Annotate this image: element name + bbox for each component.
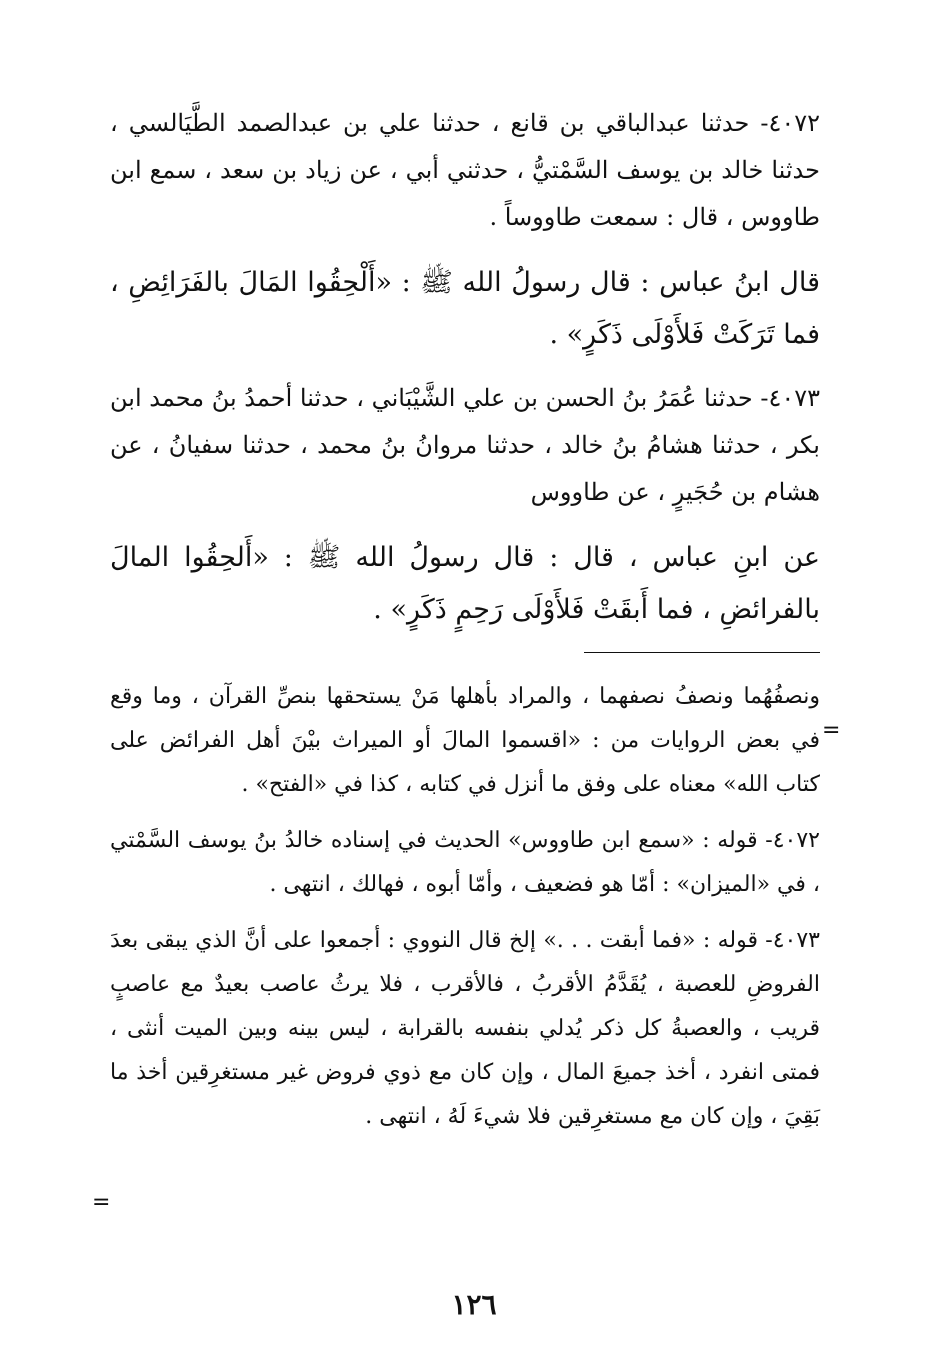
hadith-4072-text: قال ابنُ عباس : قال رسولُ الله ﷺ : «أَلْحِقُوا المَالَ بالفَرَائِضِ ، فما تَرَكَتْ فَلأَوْلَى ذَكَرٍ» . <box>110 267 820 350</box>
footnote-separator <box>584 652 820 653</box>
page-number: ١٢٦ <box>451 1288 497 1321</box>
hadith-4073-isnad: ٤٠٧٣- حدثنا عُمَرُ بنُ الحسن بن علي الشَّيْبَاني ، حدثنا أحمدُ بنُ محمد ابن بكر ، حدثنا هشامُ بنُ خالد ، حدثنا مروانُ بنُ محمد ، حدثنا سفيانُ ، عن هشام بن حُجَيرٍ ، عن طاووس <box>110 384 820 506</box>
continues-mark: = <box>92 1190 111 1215</box>
hadith-4072-isnad: ٤٠٧٢- حدثنا عبدالباقي بن قانع ، حدثنا علي بن عبدالصمد الطَّيَالسي ، حدثنا خالد بن يوسف السَّمْتيُّ ، حدثني أبي ، عن زياد بن سعد ، سمع ابن طاووس ، قال : سمعت طاووساً . <box>110 109 820 231</box>
footnote-4072: ٤٠٧٢- قوله : «سمع ابن طاووس» الحديث في إسناده خالدُ بنُ يوسف السَّمْتي ، في «الميزان» : أمّا هو فضعيف ، وأمّا أبوه ، فهالك ، انتهى . <box>110 828 820 897</box>
continuation-mark: = <box>822 718 841 743</box>
page-body <box>110 100 820 1151</box>
hadith-4073-text: عن ابنِ عباس ، قال : قال رسولُ الله ﷺ : «أَلحِقُوا المالَ بالفرائضِ ، فما أَبقَتْ فَلأَوْلَى رَحِمٍ ذَكَرٍ» . <box>110 542 820 625</box>
footnote-4073: ٤٠٧٣- قوله : «فما أبقت . . .» إلخ قال النووي : أجمعوا على أنَّ الذي يبقى بعدَ الفروضِ للعصبة ، يُقَدَّمُ الأقربُ ، فالأقرب ، فلا يرثُ عاصب بعيدٌ مع عاصبٍ قريب ، والعصبةُ كل ذكر يُدلي بنفسه بالقرابة ، ليس بينه وبين الميت أنثى ، فمتى انفرد ، أخذ جميعَ المال ، وإن كان مع ذوي فروض غير مستغرِقين أخذ ما بَقِيَ ، وإن كان مع مستغرِقين فلا شيءَ لَهُ ، انتهى . <box>110 928 820 1129</box>
footnote-continued: ونصفُهُما ونصفُ نصفهما ، والمراد بأهلها مَنْ يستحقها بنصِّ القرآن ، وما وقع في بعض الروايات من : «اقسموا المالَ أو الميراث بيْنَ أهل الفرائض على كتاب الله» معناه على وفق ما أنزل في كتابه ، كذا في «الفتح» . <box>110 684 820 797</box>
